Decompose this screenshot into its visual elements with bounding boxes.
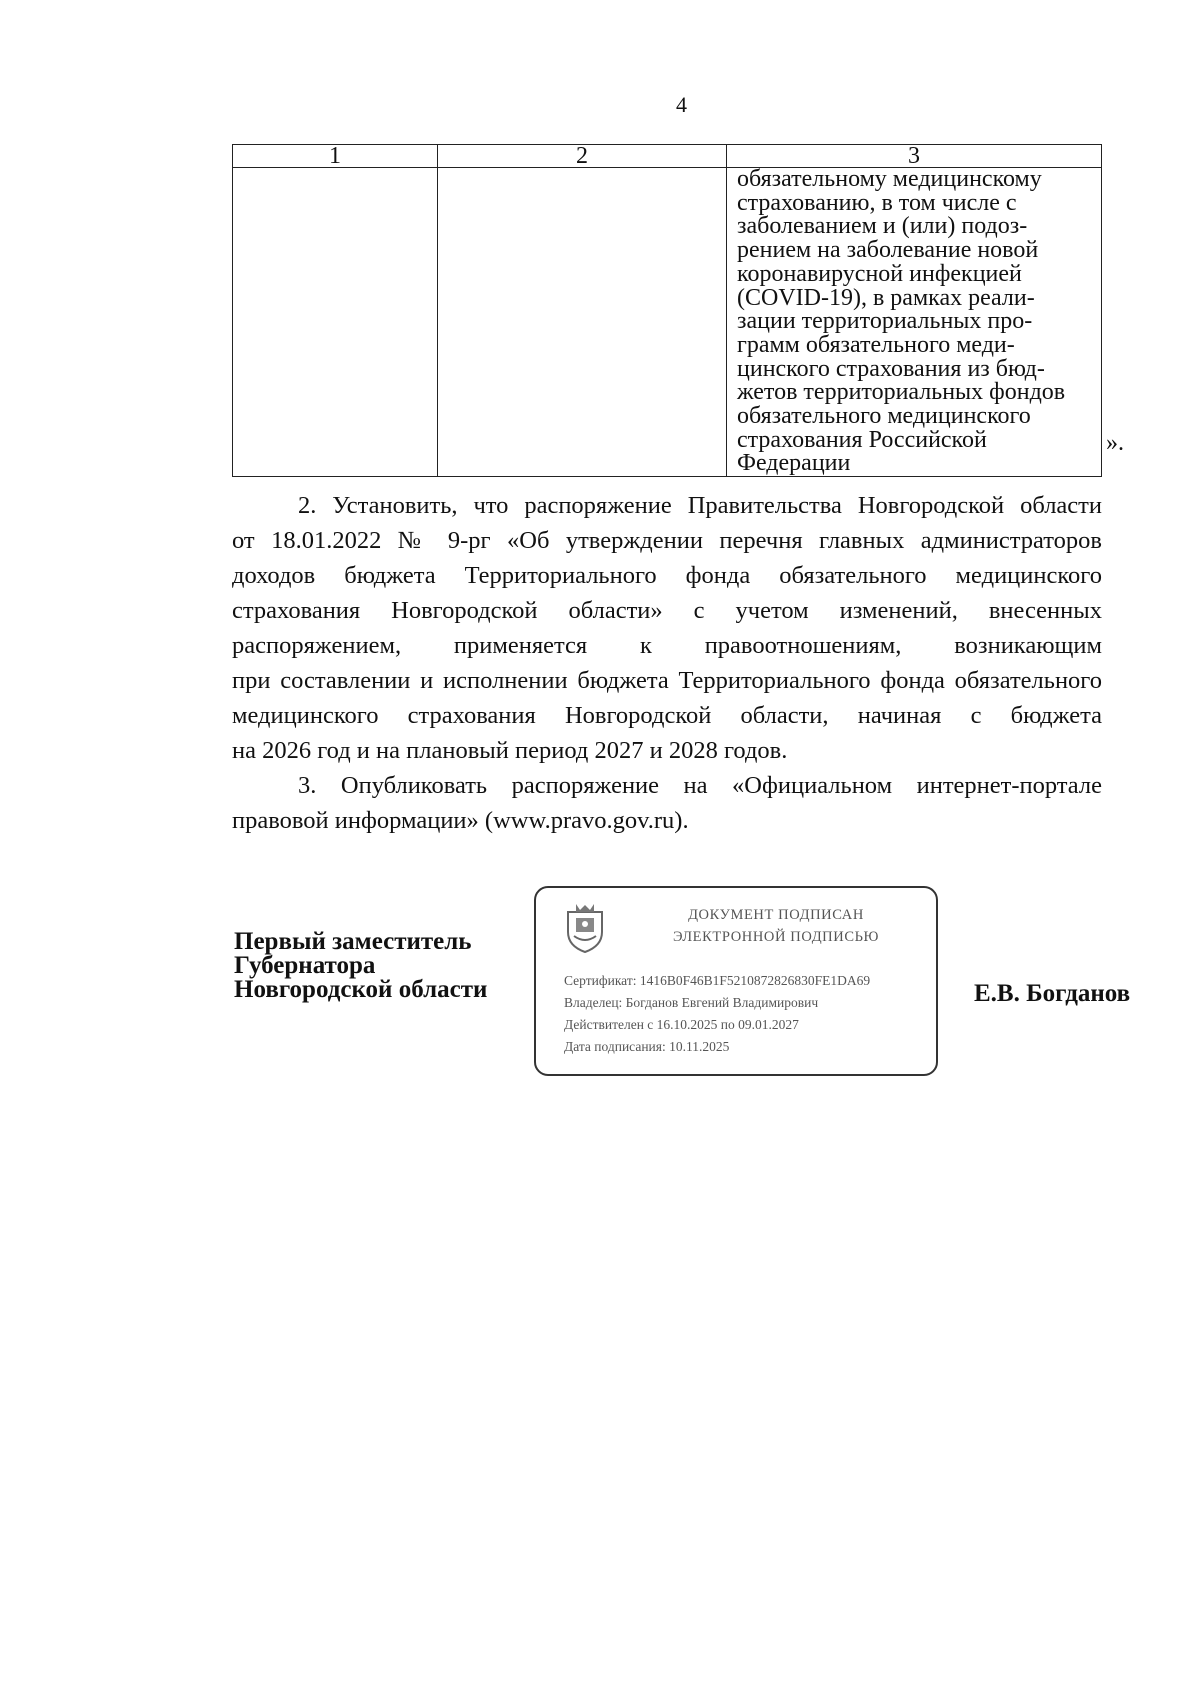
closing-quote: ». [1106, 430, 1124, 456]
stamp-certificate: Сертификат: 1416B0F46B1F5210872826830FE1DA69 [564, 973, 871, 988]
stamp-header [636, 904, 916, 948]
table-cell-2 [438, 168, 727, 477]
stamp-header-line: ЭЛЕКТРОННОЙ ПОДПИСЬЮ [672, 929, 880, 945]
signer-name: Е.В. Богданов [974, 980, 1131, 1007]
cell-text-line: зации территориальных про- [737, 308, 1033, 335]
stamp-sign-date: Дата подписания: 10.11.2025 [564, 1039, 730, 1054]
page-number: 4 [676, 92, 687, 117]
table-header-3: 3 [727, 145, 1102, 168]
signer-title-line: Новгородской области [234, 976, 488, 1003]
stamp-details [564, 970, 870, 1058]
cell-text-line: заболеванием и (или) подоз- [737, 213, 1028, 240]
cell-text-line: страхованию, в том числе с [737, 189, 1017, 216]
paragraph-line: 3. Опубликовать распоряжение на «Официальном интернет-портале [298, 772, 1102, 799]
cell-text-line: коронавирусной инфекцией [737, 260, 1022, 287]
table-row [233, 168, 1102, 477]
cell-text-line: жетов территориальных фондов [737, 379, 1066, 406]
signer-title [234, 930, 487, 1002]
signer-title-line: Губернатора [234, 952, 376, 979]
paragraph-line: доходов бюджета Территориального фонда обязательного медицинского [232, 562, 1102, 589]
paragraph-line: медицинского страхования Новгородской области, начиная с бюджета [232, 702, 1102, 729]
signer-title-line: Первый заместитель [234, 928, 472, 955]
paragraph-line: страхования Новгородской области» с учетом изменений, внесенных [232, 597, 1102, 624]
cell-text-line: рением на заболевание новой [737, 237, 1039, 264]
table-header-row [233, 145, 1102, 168]
paragraph-line: 2. Установить, что распоряжение Правительства Новгородской области [298, 492, 1102, 519]
cell-text-line: (COVID-19), в рамках реали- [737, 284, 1035, 311]
paragraph-line: на 2026 год и на плановый период 2027 и 2028 годов. [232, 737, 788, 764]
cell-text-line: цинского страхования из бюд- [737, 355, 1045, 382]
cell-text-line: грамм обязательного меди- [737, 331, 1015, 358]
table-cell-1 [233, 168, 438, 477]
stamp-header-line: ДОКУМЕНТ ПОДПИСАН [688, 907, 864, 923]
paragraph-line: при составлении и исполнении бюджета Территориального фонда обязательного [232, 667, 1102, 694]
cell-text-line: обязательного медицинского [737, 403, 1031, 430]
cell-text-line: страхования Российской [737, 426, 987, 453]
paragraph-line: распоряжением, применяется к правоотношениям, возникающим [232, 632, 1102, 659]
coat-of-arms-icon [562, 902, 608, 954]
cell-text-line: Федерации [737, 450, 851, 477]
paragraph-line: от 18.01.2022 № 9-рг «Об утверждении перечня главных администраторов [232, 527, 1102, 554]
stamp-owner: Владелец: Богданов Евгений Владимирович [564, 995, 819, 1010]
continuation-table [232, 143, 1124, 477]
paragraph-2 [232, 488, 1102, 768]
cell-text-line: обязательному медицинскому [737, 166, 1042, 192]
paragraph-3 [232, 768, 1102, 838]
electronic-signature-stamp [534, 886, 938, 1076]
table-header-1: 1 [233, 145, 438, 168]
table-header-2: 2 [438, 145, 727, 168]
stamp-validity: Действителен с 16.10.2025 по 09.01.2027 [564, 1017, 799, 1032]
paragraph-line: правовой информации» (www.pravo.gov.ru). [232, 807, 689, 834]
table-cell-3 [727, 168, 1102, 477]
